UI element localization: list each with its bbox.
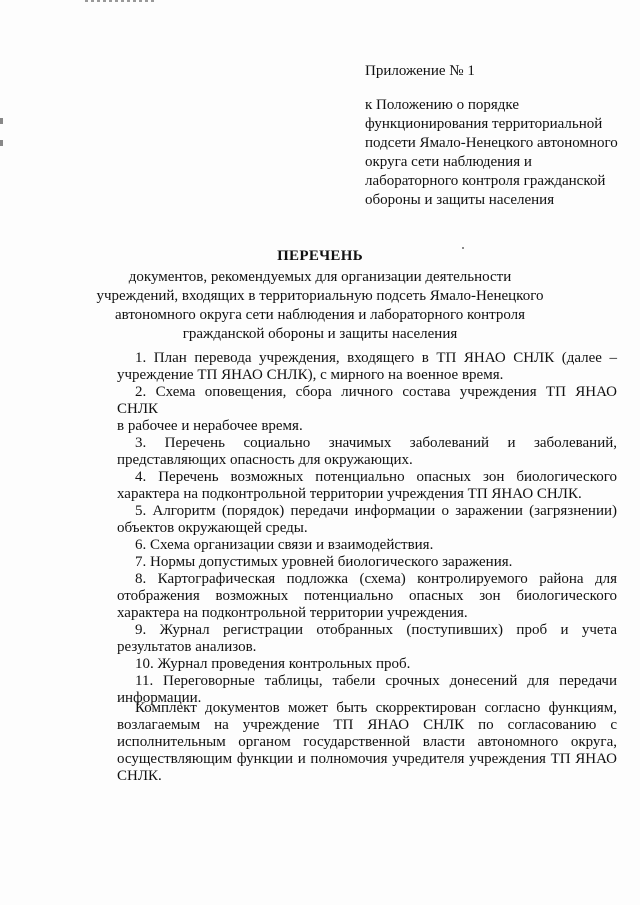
list-item-first-line: 11. Переговорные таблицы, табели срочных донесений для передачи [135,673,617,689]
scan-artifact-edge [0,140,3,146]
list-item-continuation: характера на подконтрольной территории учреждения ТП ЯНАО СНЛК. [117,486,582,502]
list-item-first-line: 4. Перечень возможных потенциально опасных зон биологического [135,469,617,485]
list-item-first-line: 2. Схема оповещения, сбора личного состава учреждения ТП ЯНАО СНЛК [117,384,617,417]
list-item-first-line: 6. Схема организации связи и взаимодействия. [135,537,434,553]
list-item-continuation: в рабочее и нерабочее время. [117,418,303,434]
list-item-first-line: 5. Алгоритм (порядок) передачи информации о заражении (загрязнении) [135,503,617,519]
list-item [117,384,617,435]
document-list [117,350,617,707]
list-item-continuation: информации. [117,690,202,706]
list-item-continuation: учреждение ТП ЯНАО СНЛК), с мирного на военное время. [117,367,504,383]
list-item [117,554,617,571]
list-item [117,571,617,622]
scan-artifact-edge [0,118,3,124]
list-item [117,350,617,384]
scan-artifact-top [85,0,155,2]
document-subtitle: документов, рекомендуемых для организации деятельности учреждений, входящих в территориальную подсеть Ямало-Ненецкого автономного округа сети наблюдения и лабораторного контроля гражданской обороны и защиты населения [96,269,544,342]
list-item-first-line: 10. Журнал проведения контрольных проб. [135,656,411,672]
list-item-continuation: объектов окружающей среды. [117,520,308,536]
annex-reference: к Положению о порядке функционирования территориальной подсети Ямало-Ненецкого автономного округа сети наблюдения и лабораторного контроля гражданской обороны и защиты населения [365,97,618,208]
document-title: ПЕРЕЧЕНЬ [277,248,363,264]
list-item [117,469,617,503]
list-item-first-line: 9. Журнал регистрации отобранных (поступивших) проб и учета [135,622,617,638]
list-item-first-line: 8. Картографическая подложка (схема) контролируемого района для [135,571,617,587]
closing-paragraph: Комплект документов может быть скорректирован согласно функциям, возлагаемым на учреждение ТП ЯНАО СНЛК по согласованию с исполнительным органом государственной власти автономного округа, осуществляющим функции и полномочия учредителя учреждения ТП ЯНАО СНЛК. [117,700,617,784]
list-item [117,656,617,673]
annex-title: Приложение № 1 [365,63,475,79]
list-item [117,503,617,537]
list-item [117,435,617,469]
list-item-continuation: представляющих опасность для окружающих. [117,452,413,468]
list-item [117,622,617,656]
list-item-first-line: 1. План перевода учреждения, входящего в ТП ЯНАО СНЛК (далее – [135,350,617,366]
list-item-continuation: результатов анализов. [117,639,257,655]
list-item-first-line: 7. Нормы допустимых уровней биологического заражения. [135,554,513,570]
list-item-continuation: отображения возможных потенциально опасных зон биологического характера на подконтрольной территории учреждения. [117,588,617,621]
list-item-first-line: 3. Перечень социально значимых заболеваний и заболеваний, [135,435,617,451]
list-item [117,537,617,554]
